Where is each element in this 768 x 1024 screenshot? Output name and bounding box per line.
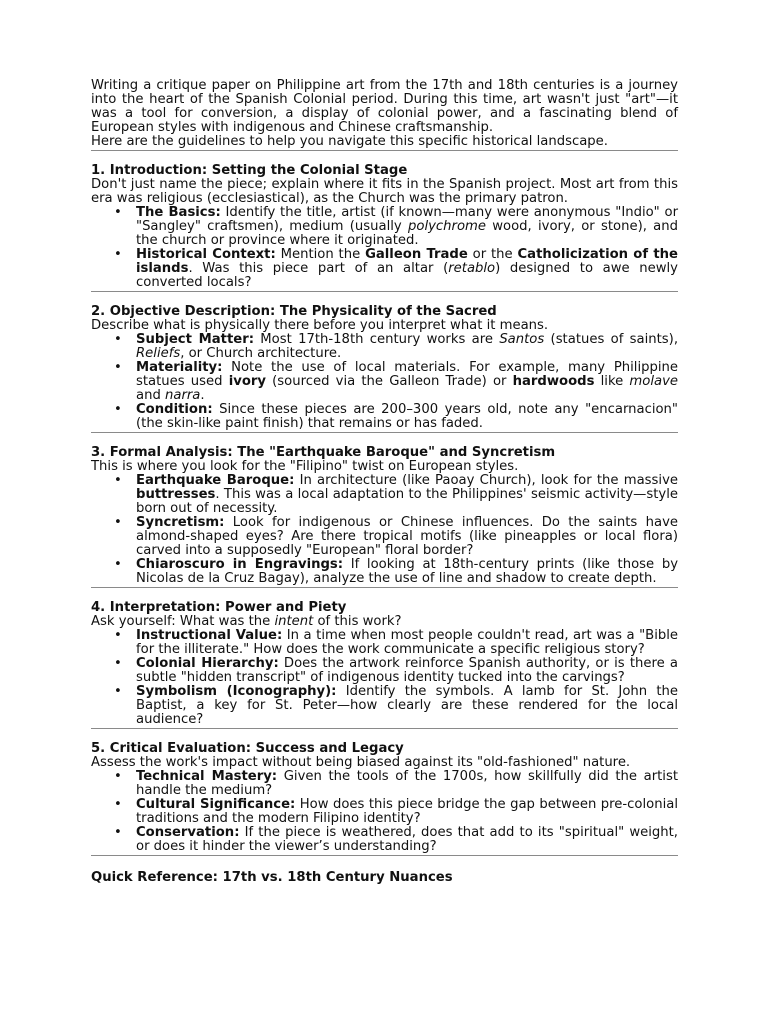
bullet-icon: • <box>114 656 122 671</box>
section-lead: This is where you look for the "Filipino" twist on European styles. <box>91 459 519 474</box>
item-label: Condition: <box>136 402 213 417</box>
section-heading: 3. Formal Analysis: The "Earthquake Baroque" and Syncretism <box>91 445 556 460</box>
bullet-icon: • <box>114 797 122 812</box>
strong-term: Galleon Trade <box>365 247 468 262</box>
item-text: or the <box>467 247 518 262</box>
list-item <box>114 656 678 685</box>
strong-term: buttresses <box>136 487 216 502</box>
section-lead: Assess the work's impact without being biased against its "old-fashioned" nature. <box>91 755 631 770</box>
item-label: The Basics: <box>136 205 221 220</box>
bullet-icon: • <box>114 515 122 530</box>
item-label: Earthquake Baroque: <box>136 473 295 488</box>
list-item <box>114 402 678 431</box>
item-label: Colonial Hierarchy: <box>136 656 279 671</box>
section-lead: Describe what is physically there before you interpret what it means. <box>91 318 549 333</box>
item-label: Historical Context: <box>136 247 276 262</box>
item-text: If looking at 18th-century prints (like those by Nicolas de la Cruz Bagay), analyze the use of line and shadow to create depth. <box>136 557 678 586</box>
section-critical-evaluation <box>91 742 678 854</box>
item-text: Does the artwork reinforce Spanish authority, or is there a subtle "hidden transcript" of indigenous identity tucked into the carvings? <box>136 656 678 685</box>
item-text: Mention the <box>275 247 366 262</box>
section-objective-description <box>91 305 678 431</box>
item-text: and <box>136 388 166 403</box>
bullet-list <box>91 333 678 431</box>
strong-term: ivory <box>228 374 266 389</box>
bullet-list <box>91 629 678 727</box>
bullet-icon: • <box>114 769 122 784</box>
item-text: (statues of saints), <box>544 332 679 347</box>
item-text: Since these pieces are 200–300 years old, note any "encarnacion" (the skin-like paint finish) that remains or has faded. <box>136 402 678 431</box>
emphasis: Santos <box>499 332 545 347</box>
emphasis: polychrome <box>408 219 486 234</box>
section-introduction <box>91 164 678 290</box>
bullet-icon: • <box>114 628 122 643</box>
bullet-list <box>91 770 678 854</box>
item-text: ) designed to awe newly converted locals? <box>136 261 678 290</box>
emphasis: narra <box>165 388 201 403</box>
section-heading: 4. Interpretation: Power and Piety <box>91 600 347 615</box>
list-item <box>114 628 679 657</box>
item-label: Subject Matter: <box>136 332 254 347</box>
item-text: In architecture (like Paoay Church), look for the massive <box>294 473 678 488</box>
item-text: Given the tools of the 1700s, how skillfully did the artist handle the medium? <box>136 769 678 798</box>
section-lead: Don't just name the piece; explain where it fits in the Spanish project. Most art from this era was religious (ecclesiastical), as the Church was the primary patron. <box>91 177 678 206</box>
item-label: Symbolism (Iconography): <box>136 684 337 699</box>
list-item <box>114 769 678 798</box>
bullet-icon: • <box>114 684 122 699</box>
item-label: Technical Mastery: <box>136 769 278 784</box>
item-text: . This was a local adaptation to the Philippines' seismic activity—style born out of necessity. <box>136 487 678 516</box>
item-text: Note the use of local materials. For example, many Philippine statues used <box>136 360 678 389</box>
item-text: In a time when most people couldn't read, art was a "Bible for the illiterate." How does the work communicate a specific religious story? <box>136 628 679 657</box>
intro-paragraph: Writing a critique paper on Philippine art from the 17th and 18th centuries is a journey into the heart of the Spanish Colonial period. During this time, art wasn't just "art"—it was a tool for conversion, a display of colonial power, and a fascinating blend of European styles with indigenous and Chinese craftsmanship. <box>91 78 678 135</box>
item-text: Most 17th-18th century works are <box>253 332 500 347</box>
intro-guidelines: Here are the guidelines to help you navigate this specific historical landscape. <box>91 134 608 149</box>
item-text: Look for indigenous or Chinese influences. Do the saints have almond-shaped eyes? Are there tropical motifs (like pineapples or local flora) carved into a supposedly "European" floral border? <box>136 515 678 558</box>
bullet-icon: • <box>114 247 122 262</box>
section-heading: 5. Critical Evaluation: Success and Legacy <box>91 741 404 756</box>
item-label: Chiaroscuro in Engravings: <box>136 557 344 572</box>
bullet-icon: • <box>114 205 122 220</box>
bullet-icon: • <box>114 825 122 840</box>
bullet-icon: • <box>114 402 122 417</box>
lead-text: of this work? <box>313 614 402 629</box>
emphasis: molave <box>629 374 678 389</box>
item-text: Identify the title, artist (if known—many were anonymous "Indio" or "Sangley" craftsmen), medium (usually <box>136 205 678 234</box>
bullet-icon: • <box>114 557 122 572</box>
emphasis: Reliefs <box>136 346 181 361</box>
section-divider <box>91 432 678 433</box>
intro <box>91 79 678 149</box>
list-item <box>114 797 679 826</box>
list-item <box>114 205 678 248</box>
list-item <box>114 515 678 558</box>
item-label: Syncretism: <box>136 515 225 530</box>
item-text: . Was this piece part of an altar ( <box>188 261 449 276</box>
bullet-icon: • <box>114 473 122 488</box>
item-text: , or Church architecture. <box>180 346 342 361</box>
item-label: Materiality: <box>136 360 223 375</box>
list-item <box>114 332 679 361</box>
item-text: How does this piece bridge the gap between pre-colonial traditions and the modern Filipino identity? <box>136 797 679 826</box>
item-text: . <box>200 388 205 403</box>
section-heading: 2. Objective Description: The Physicality of the Sacred <box>91 304 497 319</box>
item-text: Identify the symbols. A lamb for St. John the Baptist, a key for St. Peter—how clearly are these rendered for the local audience? <box>136 684 678 727</box>
list-item <box>114 684 678 727</box>
bullet-icon: • <box>114 360 122 375</box>
section-divider <box>91 728 678 729</box>
section-divider <box>91 291 678 292</box>
item-text: (sourced via the Galleon Trade) or <box>265 374 513 389</box>
emphasis: retablo <box>448 261 496 276</box>
section-formal-analysis <box>91 446 678 586</box>
strong-term: Catholicization of the islands <box>136 247 678 276</box>
section-divider <box>91 855 678 856</box>
bullet-icon: • <box>114 332 122 347</box>
item-text: If the piece is weathered, does that add to its "spiritual" weight, or does it hinder the viewer’s understanding? <box>136 825 678 854</box>
section-lead <box>91 615 678 629</box>
list-item <box>114 557 678 586</box>
section-heading: 1. Introduction: Setting the Colonial Stage <box>91 163 408 178</box>
document-page <box>91 79 678 885</box>
section-interpretation <box>91 601 678 727</box>
lead-text: Ask yourself: What was the <box>91 614 275 629</box>
bullet-list <box>91 474 678 586</box>
bullet-list <box>91 206 678 290</box>
item-label: Cultural Significance: <box>136 797 296 812</box>
item-label: Conservation: <box>136 825 240 840</box>
item-label: Instructional Value: <box>136 628 283 643</box>
section-divider <box>91 587 678 588</box>
list-item <box>114 247 678 290</box>
list-item <box>114 360 678 403</box>
list-item <box>114 825 678 854</box>
quick-reference-heading: Quick Reference: 17th vs. 18th Century Nuances <box>91 870 453 885</box>
strong-term: hardwoods <box>512 374 595 389</box>
list-item <box>114 473 678 516</box>
item-text: wood, ivory, or stone), and the church or province where it originated. <box>136 219 678 248</box>
section-divider <box>91 150 678 151</box>
emphasis: intent <box>274 614 314 629</box>
item-text: like <box>594 374 630 389</box>
